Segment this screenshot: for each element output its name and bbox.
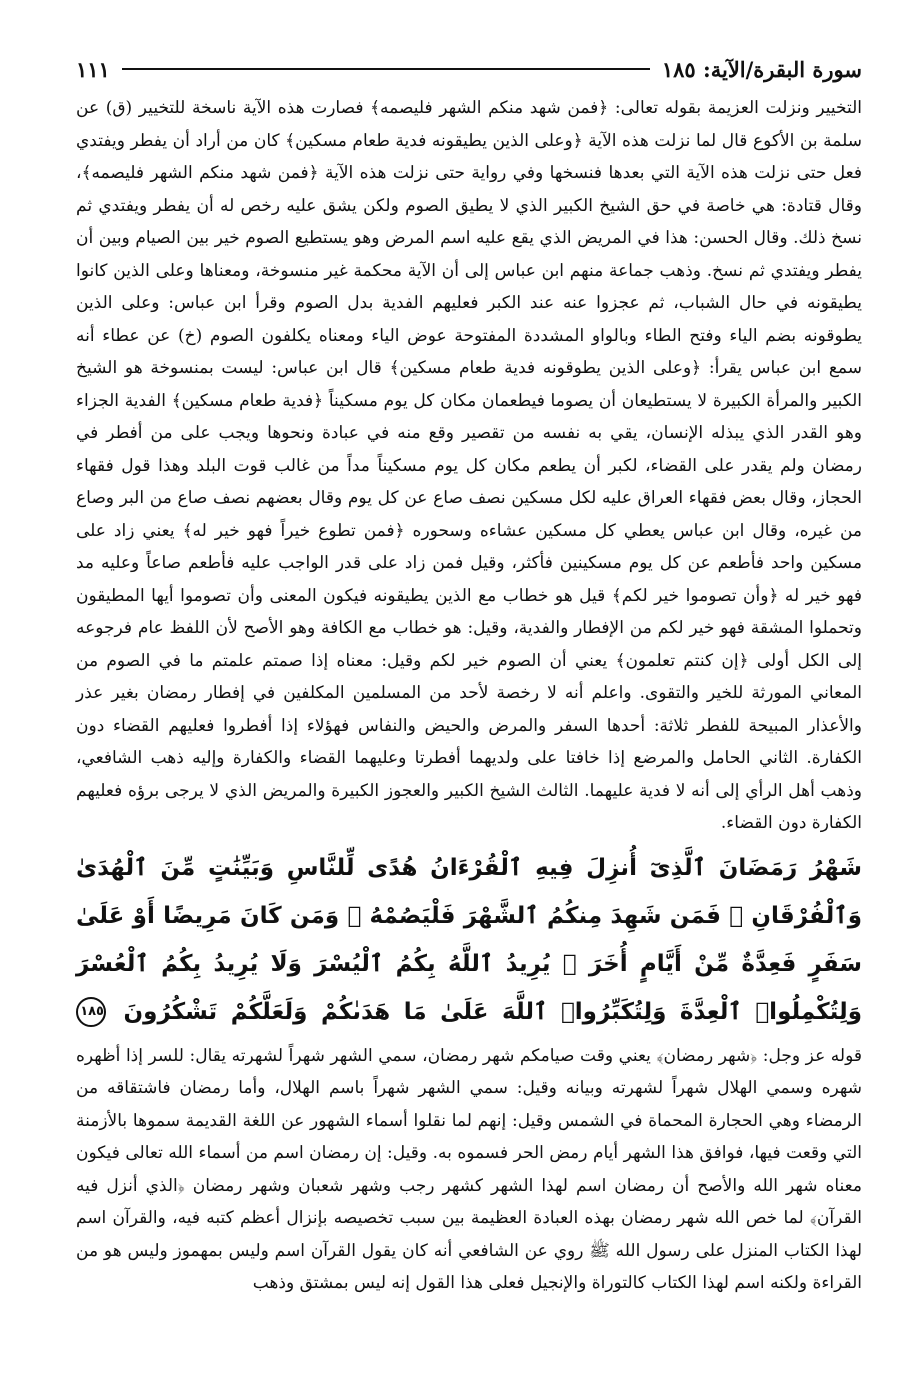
page-header: [76, 54, 862, 84]
commentary-text: [76, 1040, 862, 1300]
surah-title: سورة البقرة/الآية: ١٨٥: [661, 56, 862, 82]
ayah-number-marker: ١٨٥: [76, 997, 106, 1027]
paragraph: قوله عز وجل: ﴿شهر رمضان﴾ يعني وقت صيامكم شهر رمضان، سمي الشهر شهراً لشهرته يقال: للسر إذا أظهره شهره وسمي الهلال شهراً لشهرته وبيانه وقيل: سمي الشهر شهراً باسم الهلال، وأما رمضان فاشتقاقه من الرمضاء وهي الحجارة المحماة في الشمس وقيل: إنهم لما نقلوا أسماء الشهور عن اللغة القديمة سموها بالأزمنة التي وقعت فيها، فوافق هذا الشهر أيام رمض الحر فسموه به. وقيل: إن رمضان اسم من أسماء الله تعالى فيكون معناه شهر الله والأصح أن رمضان اسم لهذا الشهر كشهر رجب وشهر شعبان وشهر رمضان ﴿الذي أنزل فيه القرآن﴾ لما خص الله شهر رمضان بهذه العبادة العظيمة بين سبب تخصيصه بإنزال أعظم كتبه فيه، والقرآن اسم لهذا الكتاب المنزل على رسول الله ﷺ روي عن الشافعي أنه كان يقول القرآن اسم وليس بمهموز وليس هو من القراءة ولكنه اسم لهذا الكتاب كالتوراة والإنجيل فعلى هذا القول إنه ليس بمشتق وذهب: [76, 1045, 862, 1293]
verse-text: شَهْرُ رَمَضَانَ ٱلَّذِىٓ أُنزِلَ فِيهِ ٱلْقُرْءَانُ هُدًى لِّلنَّاسِ وَبَيِّنَٰتٍ مِّنَ ٱلْهُدَىٰ وَٱلْفُرْقَانِ ۚ فَمَن شَهِدَ مِنكُمُ ٱلشَّهْرَ فَلْيَصُمْهُ ۖ وَمَن كَانَ مَرِيضًا أَوْ عَلَىٰ سَفَرٍ فَعِدَّةٌ مِّنْ أَيَّامٍ أُخَرَ ۗ يُرِيدُ ٱللَّهُ بِكُمُ ٱلْيُسْرَ وَلَا يُرِيدُ بِكُمُ ٱلْعُسْرَ وَلِتُكْمِلُوا۟ ٱلْعِدَّةَ وَلِتُكَبِّرُوا۟ ٱللَّهَ عَلَىٰ مَا هَدَىٰكُمْ وَلَعَلَّكُمْ تَشْكُرُونَ: [76, 854, 862, 1025]
page-number: ١١١: [76, 56, 110, 82]
quran-verse: [76, 844, 862, 1036]
header-rule: [122, 68, 650, 70]
paragraph: التخيير ونزلت العزيمة بقوله تعالى: ﴿فمن شهد منكم الشهر فليصمه﴾ فصارت هذه الآية ناسخة للتخيير (ق) عن سلمة بن الأكوع قال لما نزلت هذه الآية ﴿وعلى الذين يطيقونه فدية طعام مسكين﴾ كان من أراد أن يفطر ويفتدي فعل حتى نزلت هذه الآية التي بعدها فنسخها وفي رواية حتى نزلت هذه الآية ﴿فمن شهد منكم الشهر فليصمه﴾، وقال قتادة: هي خاصة في حق الشيخ الكبير الذي لا يطيق الصوم ولكن يشق عليه رخص له أن يفطر ويفتدي ثم نسخ ذلك. وقال الحسن: هذا في المريض الذي يقع عليه اسم المرض وهو يستطيع الصوم خير بين الصيام وبين أن يفطر ويفتدي ثم نسخ. وذهب جماعة منهم ابن عباس إلى أن الآية محكمة غير منسوخة، ومعناها وعلى الذين كانوا يطيقونه في حال الشباب، ثم عجزوا عنه عند الكبر فعليهم الفدية بدل الصوم وقرأ ابن عباس: وعلى الذين يطوقونه بضم الياء وفتح الطاء وبالواو المشددة المفتوحة عوض الياء ومعناه يكلفون الصوم (خ) عن عطاء أنه سمع ابن عباس يقرأ: ﴿وعلى الذين يطوقونه فدية طعام مسكين﴾ قال ابن عباس: ليست بمنسوخة هو الشيخ الكبير والمرأة الكبيرة لا يستطيعان أن يصوما فيطعمان مكان كل يوم مسكيناً ﴿فدية طعام مسكين﴾ الفدية الجزاء وهو القدر الذي يبذله الإنسان، يقي به نفسه من تقصير وقع منه في عبادة ونحوها ويجب على من أفطر في رمضان ولم يقدر على القضاء، لكبر أن يطعم مكان كل يوم مسكيناً مداً من غالب قوت البلد وهذا قول فقهاء الحجاز، وقال بعض فقهاء العراق عليه لكل مسكين نصف صاع عن كل يوم وقال بعضهم نصف صاع من البر وصاع من غيره، وقال ابن عباس يعطي كل مسكين عشاءه وسحوره ﴿فمن تطوع خيراً فهو خير له﴾ يعني زاد على مسكين واحد فأطعم عن كل يوم مسكينين فأكثر، وقيل فمن زاد على قدر الواجب عليه فأطعم صاعاً وعليه مد فهو خير له ﴿وأن تصوموا خير لكم﴾ قيل هو خطاب مع الذين يطيقونه فيكون المعنى وأن تصوموا أيها المطيقون وتحملوا المشقة فهو خير لكم من الإفطار والفدية، وقيل: هو خطاب مع الكافة وهو الأصح لأن اللفظ عام فرجوعه إلى الكل أولى ﴿إن كنتم تعلمون﴾ يعني أن الصوم خير لكم وقيل: معناه إذا صمتم علمتم ما في الصوم من المعاني المورثة للخير والتقوى. واعلم أنه لا رخصة لأحد من المسلمين المكلفين في إفطار رمضان بغير عذر والأعذار المبيحة للفطر ثلاثة: أحدها السفر والمرض والحيض والنفاس فهؤلاء إذا أفطروا فعليهم القضاء دون الكفارة. الثاني الحامل والمرضع إذا خافتا على ولديهما أفطرتا وعليهما القضاء والكفارة وإليه ذهب الشافعي، وذهب أهل الرأي إلى أنه لا فدية عليهما. الثالث الشيخ الكبير والعجوز الكبيرة والمريض الذي لا يرجى برؤه فعليهم الكفارة دون القضاء.: [76, 98, 862, 833]
tafsir-text: [76, 92, 862, 840]
